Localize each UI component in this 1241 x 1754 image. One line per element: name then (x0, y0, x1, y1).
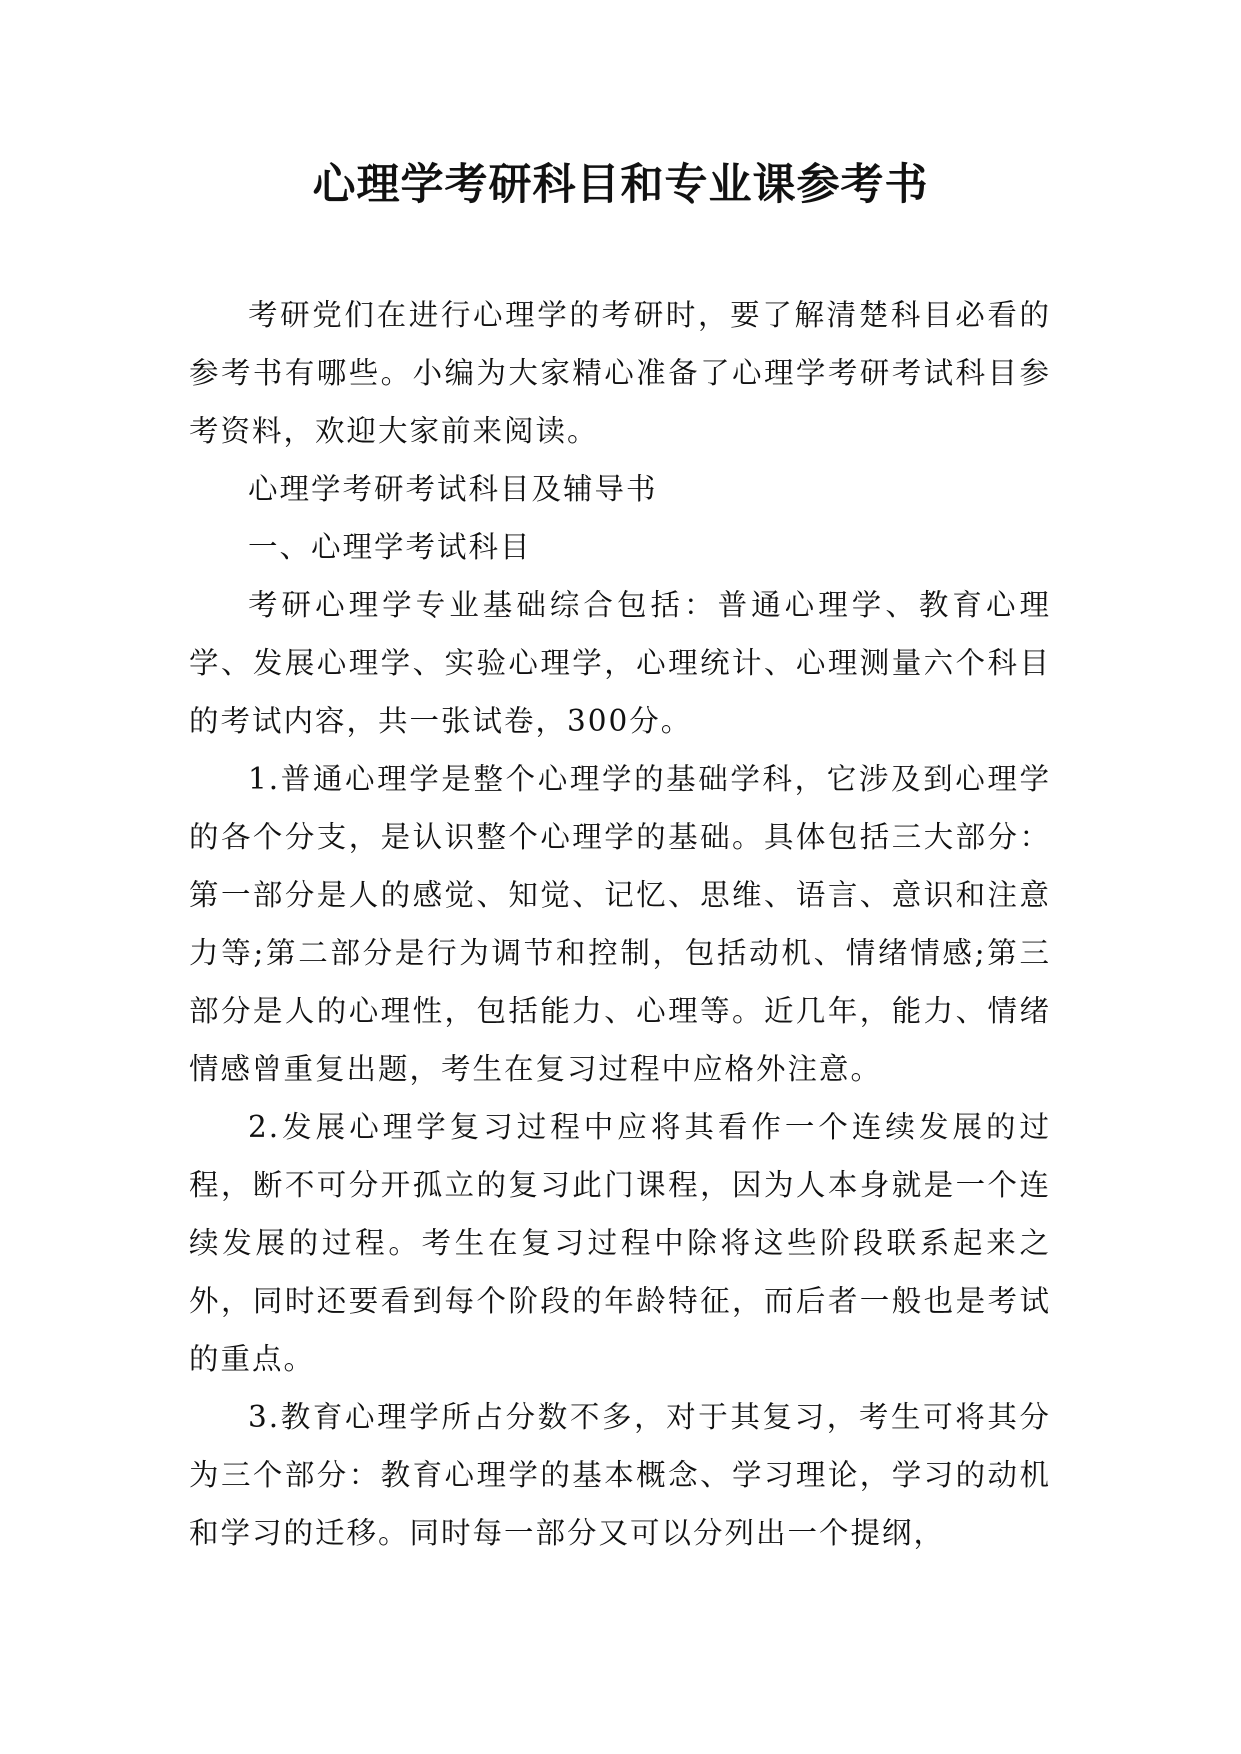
paragraph-general-psychology: 1.普通心理学是整个心理学的基础学科，它涉及到心理学的各个分支，是认识整个心理学的基础。具体包括三大部分：第一部分是人的感觉、知觉、记忆、思维、语言、意识和注意力等;第二部分是行为调节和控制，包括动机、情绪情感;第三部分是人的心理性，包括能力、心理等。近几年，能力、情绪情感曾重复出题，考生在复习过程中应格外注意。 (189, 762, 1051, 1086)
document-body (189, 286, 1051, 1562)
paragraph-section-heading: 心理学考研考试科目及辅导书 (248, 472, 658, 506)
paragraph-subjects-overview: 考研心理学专业基础综合包括：普通心理学、教育心理学、发展心理学、实验心理学，心理统计、心理测量六个科目的考试内容，共一张试卷，300分。 (189, 588, 1051, 738)
paragraph-intro: 考研党们在进行心理学的考研时，要了解清楚科目必看的参考书有哪些。小编为大家精心准备了心理学考研考试科目参考资料，欢迎大家前来阅读。 (189, 298, 1051, 448)
paragraph-educational-psychology: 3.教育心理学所占分数不多，对于其复习，考生可将其分为三个部分：教育心理学的基本概念、学习理论，学习的动机和学习的迁移。同时每一部分又可以分列出一个提纲， (189, 1400, 1051, 1550)
document-title: 心理学考研科目和专业课参考书 (312, 160, 929, 210)
paragraph-developmental-psychology: 2.发展心理学复习过程中应将其看作一个连续发展的过程，断不可分开孤立的复习此门课程，因为人本身就是一个连续发展的过程。考生在复习过程中除将这些阶段联系起来之外，同时还要看到每个阶段的年龄特征，而后者一般也是考试的重点。 (189, 1110, 1051, 1376)
paragraph-subheading-subjects: 一、心理学考试科目 (248, 530, 532, 564)
